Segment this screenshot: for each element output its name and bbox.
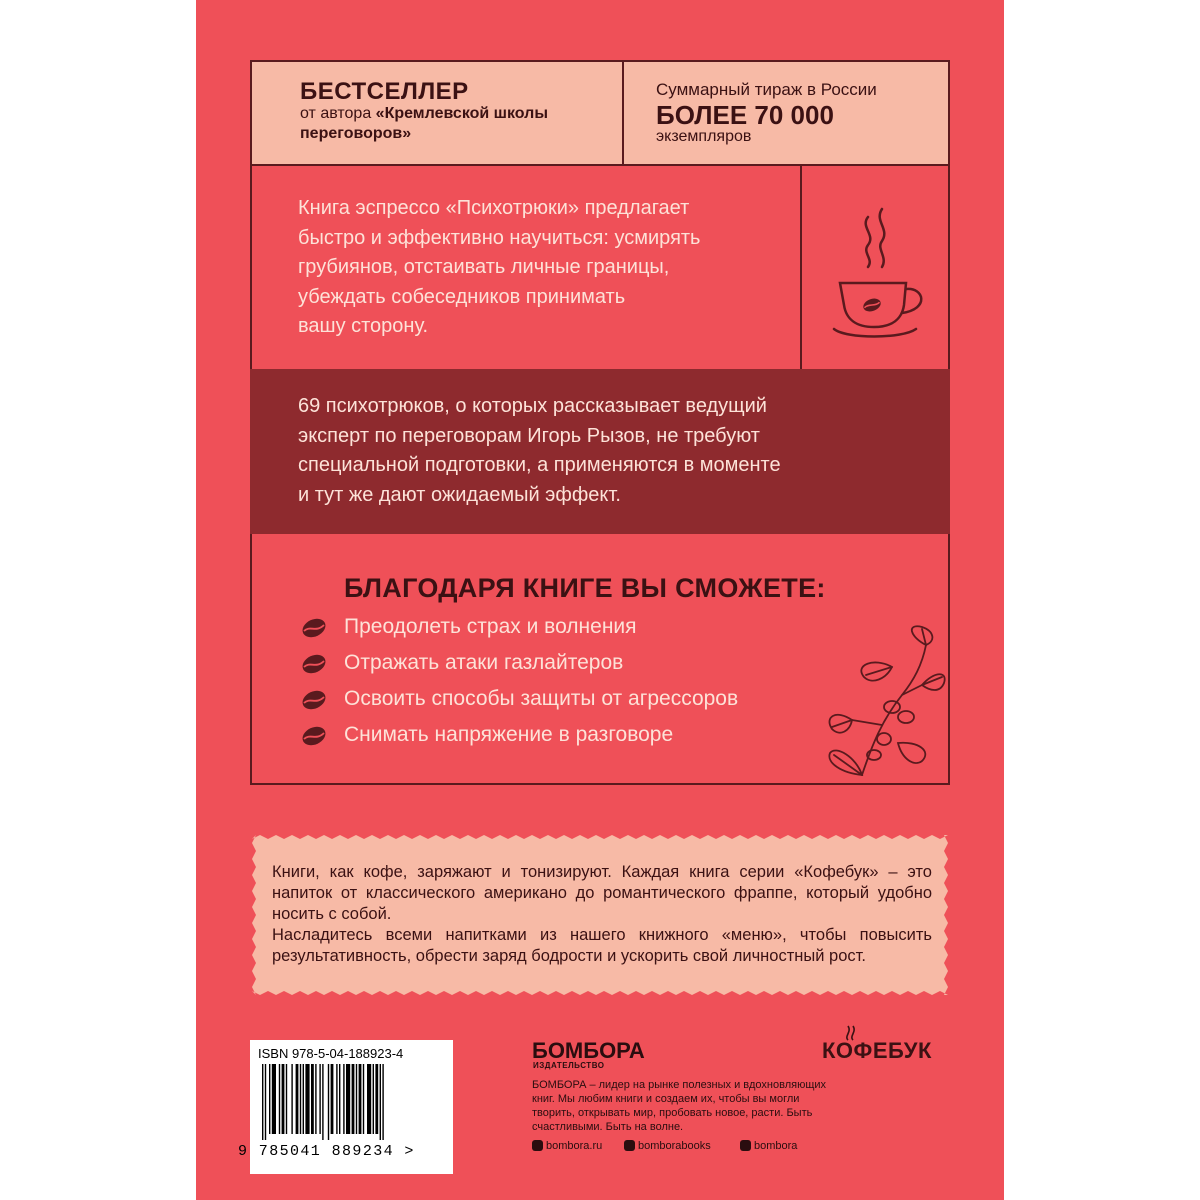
barcode-bar [339,1064,340,1134]
highlight-line: и тут же дают ожидаемый эффект. [298,483,621,506]
messenger-link[interactable] [740,1140,797,1152]
series-info-paragraph: Книги, как кофе, заряжают и тонизируют. Каждая книга серии «Кофебук» – это напиток от классического американо до романтического фраппе, который удобно носить с собой. [272,863,932,923]
barcode [262,1064,442,1140]
description-line: быстро и эффективно научиться: усмирять [298,226,701,249]
benefit-text: Преодолеть страх и волнения [344,615,637,638]
benefits-heading: БЛАГОДАРЯ КНИГЕ ВЫ СМОЖЕТЕ: [344,573,826,603]
site-text: bombora.ru [546,1140,603,1152]
barcode-bar [343,1064,344,1134]
coffee-bean-icon [300,653,328,675]
barcode-bar [269,1064,270,1134]
messenger-text: bombora [754,1140,798,1152]
barcode-bar [331,1064,334,1134]
description-line: грубиянов, отстаивать личные границы, [298,256,670,278]
barcode-bar [291,1064,292,1134]
site-link[interactable] [532,1140,602,1152]
barcode-bar [382,1064,383,1140]
author-note-title: «Кремлевской школы [375,105,549,122]
barcode-bar [311,1064,314,1134]
barcode-bar [359,1064,362,1134]
highlight-text [298,392,918,510]
telegram-icon [740,1140,751,1151]
barcode-bar [322,1064,323,1140]
barcode-bar [315,1064,316,1134]
barcode-bar [279,1064,280,1134]
bestseller-label: БЕСТСЕЛЛЕР [300,78,469,105]
coffee-bean-icon [300,617,328,639]
book-description [298,194,798,342]
benefit-text: Снимать напряжение в разговоре [344,723,674,746]
description-line: Книга эспрессо «Психотрюки» предлагает [298,197,690,219]
barcode-bar [367,1064,371,1134]
barcode-bar [319,1064,320,1134]
description-line: убеждать собеседников принимать [298,285,626,308]
barcode-bar [363,1064,364,1134]
barcode-bar [303,1064,304,1134]
publisher-logo: БОМБОРА [532,1038,645,1063]
publisher-subtitle: ИЗДАТЕЛЬСТВО [533,1061,605,1070]
print-run-value: БОЛЕЕ 70 000 [656,100,834,130]
barcode-bar [300,1064,301,1134]
print-run-unit: экземпляров [656,128,752,145]
author-note-prefix: от автора [300,105,372,122]
barcode-bar [328,1064,329,1140]
isbn-label: ISBN 978-5-04-188923-4 [258,1046,404,1061]
barcode-bar [380,1064,381,1140]
barcode-bar [346,1064,350,1134]
coffee-cup-icon [826,205,930,340]
barcode-bar [286,1064,287,1134]
barcode-bar [262,1064,263,1140]
series-info-paragraph: Насладитесь всеми напитками из нашего книжного «меню», чтобы повысить результативность, обрести заряд бодрости и ускорить свой личностный рост. [272,926,932,965]
benefit-text: Отражать атаки газлайтеров [344,651,624,674]
coffee-branch-icon [822,625,950,785]
globe-icon [532,1140,543,1151]
highlight-line: специальной подготовки, а применяются в моменте [298,454,781,476]
barcode-bar [352,1064,355,1134]
vk-link[interactable] [624,1140,711,1152]
highlight-line: 69 психотрюков, о которых рассказывает ведущий [298,395,767,417]
barcode-bar [356,1064,357,1134]
barcode-bar [305,1064,309,1134]
print-run-label: Суммарный тираж в России [656,80,877,99]
coffee-bean-icon [300,689,328,711]
author-note-title-end: переговоров» [300,125,412,142]
barcode-bar [265,1064,266,1140]
vk-text: bomborabooks [638,1140,711,1152]
barcode-bar [375,1064,378,1134]
series-logo: КОФЕБУК [822,1038,932,1063]
cup-divider [800,166,802,369]
benefit-text: Освоить способы защиты от агрессоров [344,687,739,710]
barcode-bar [272,1064,276,1134]
description-line: вашу сторону. [298,315,429,337]
barcode-bar [336,1064,337,1134]
coffee-bean-icon [300,725,328,747]
publisher-description: БОМБОРА – лидер на рынке полезных и вдохновляющих книг. Мы любим книги и создаем их, чтобы вы могли творить, открывать мир, пробовать новое, расти. Быть счастливыми. Быть на волне. [532,1079,827,1133]
barcode-bar [296,1064,299,1134]
barcode-bar [373,1064,374,1134]
barcode-digits: 9 785041 889234 > [238,1143,415,1160]
vk-icon [624,1140,635,1151]
barcode-bar [282,1064,285,1134]
highlight-line: эксперт по переговорам Игорь Рызов, не требуют [298,424,760,447]
series-info-text [272,862,932,967]
